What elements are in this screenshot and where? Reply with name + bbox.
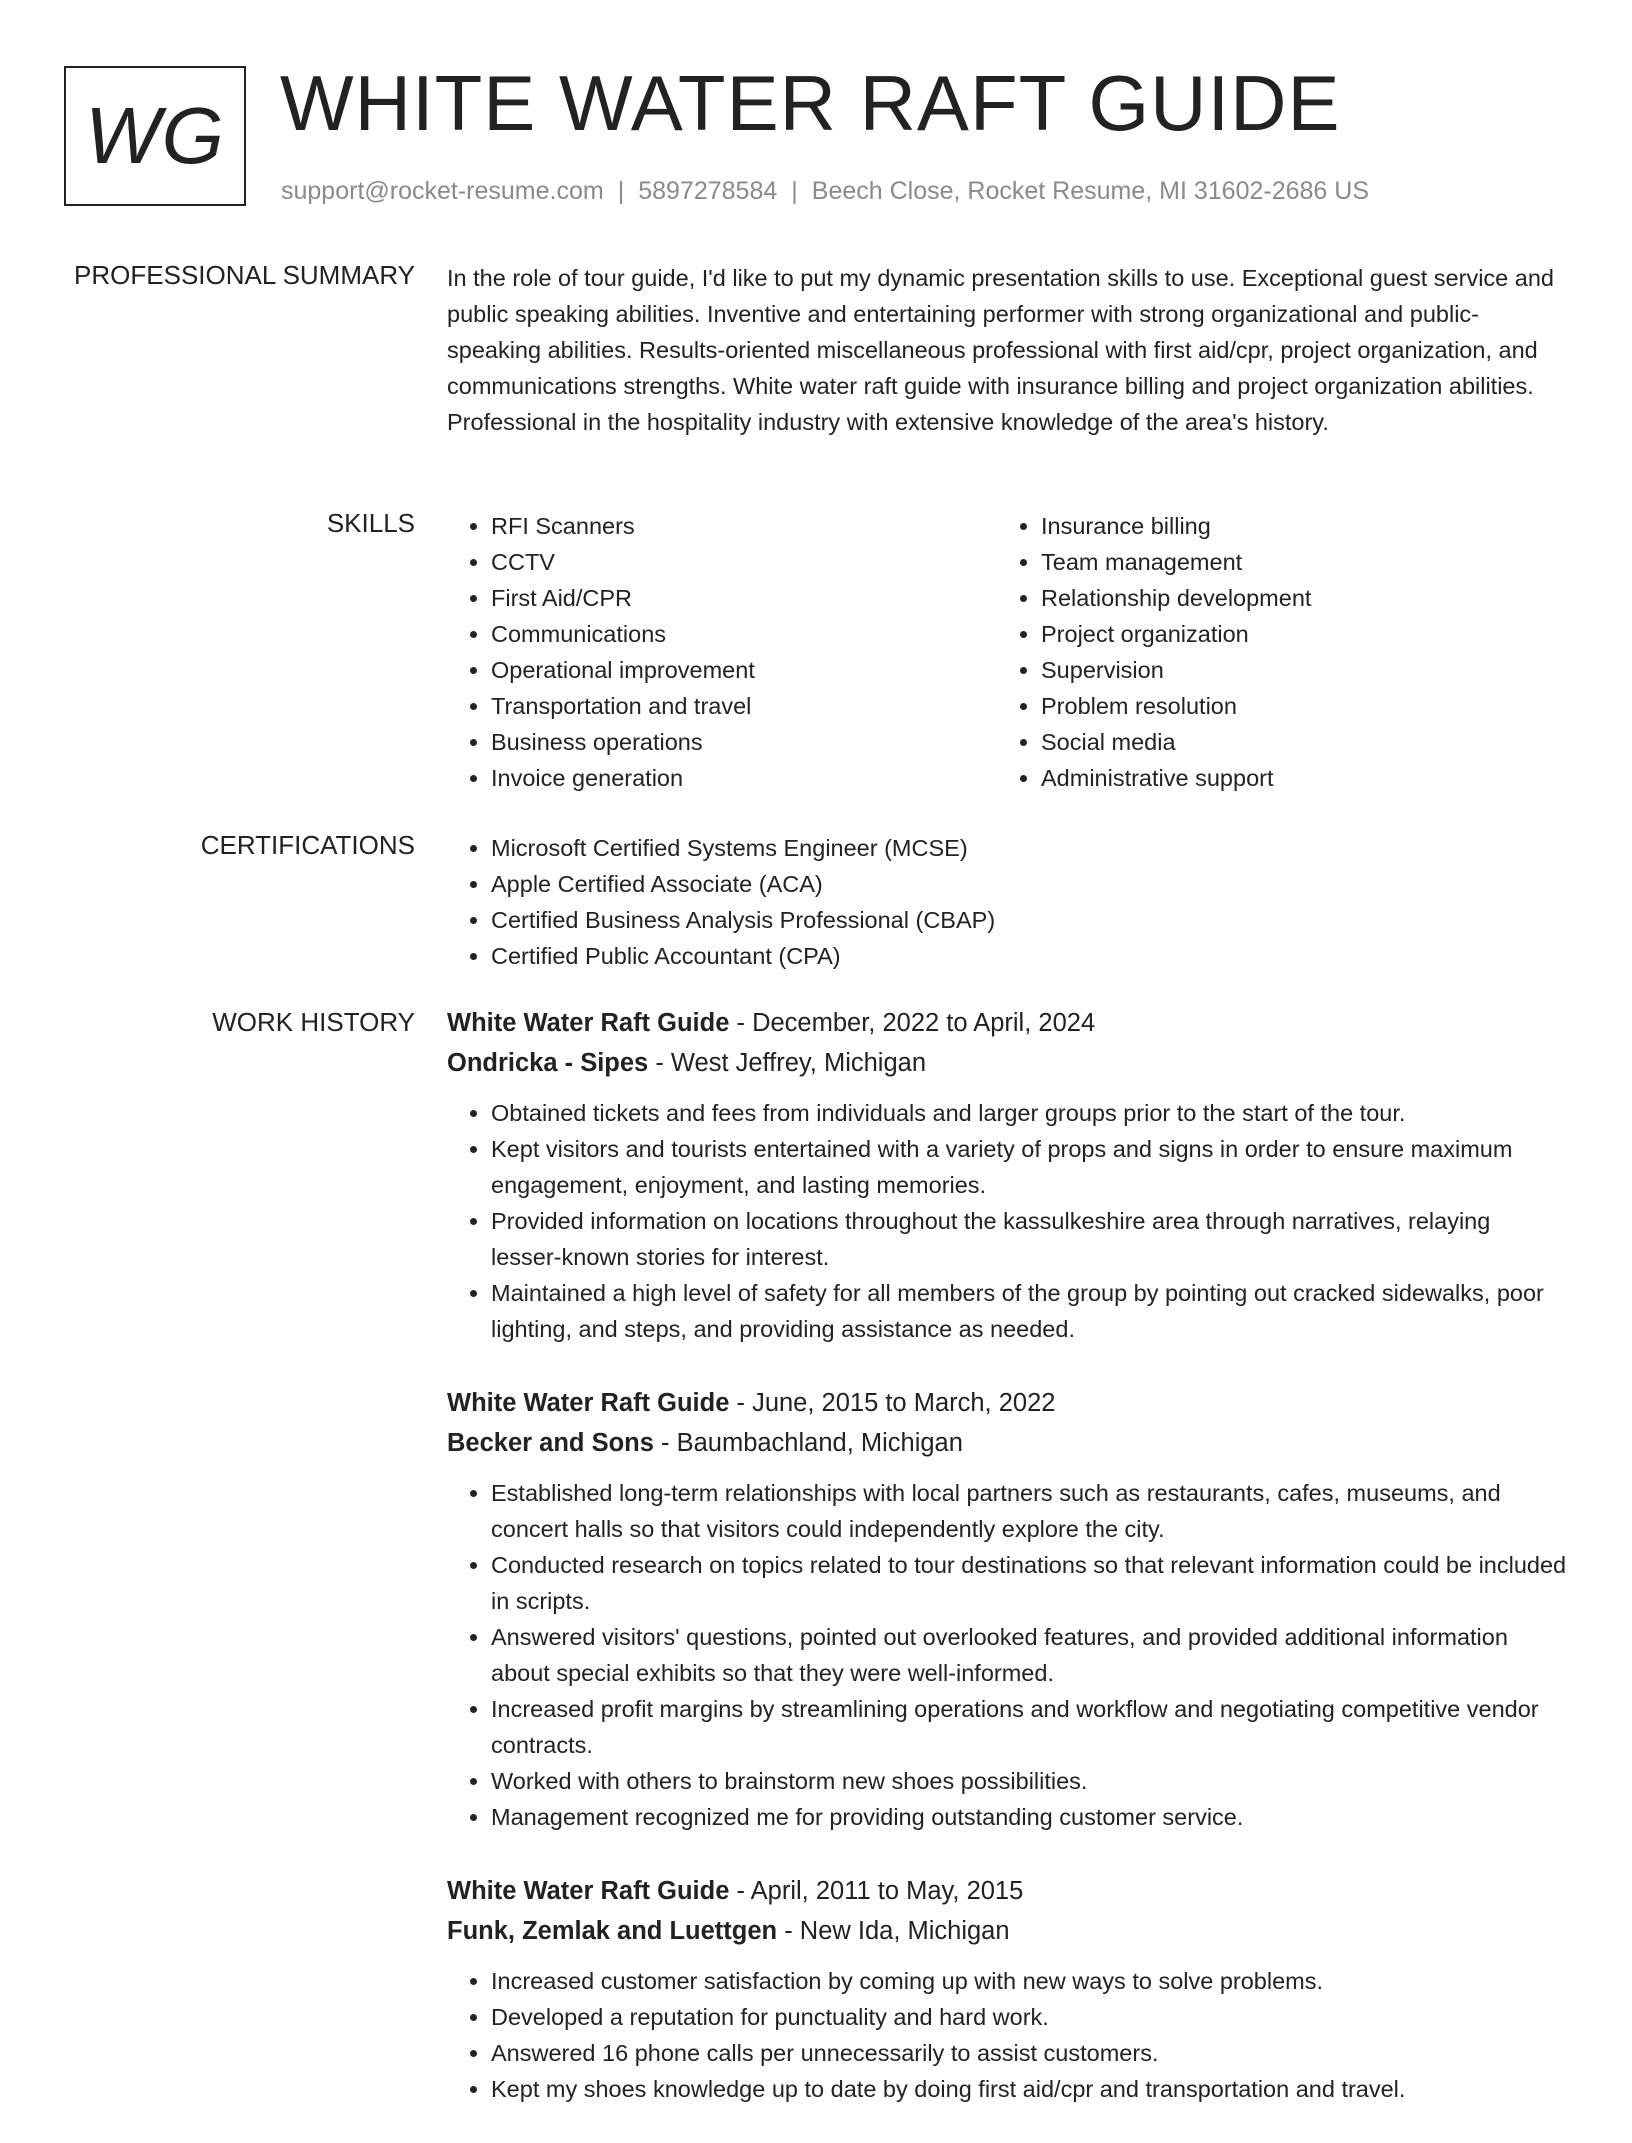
job-company: Becker and Sons — [447, 1429, 654, 1457]
skill-item: • Communications — [491, 616, 997, 652]
job-duty-item: • Obtained tickets and fees from individuals and larger groups prior to the start of the tour. — [491, 1095, 1567, 1131]
skill-item: • Project organization — [1041, 616, 1547, 652]
skills-lists — [447, 508, 1567, 796]
contact-separator: | — [617, 177, 625, 205]
job-dates: - April, 2011 to May, 2015 — [729, 1877, 1024, 1905]
contact-separator: | — [791, 177, 798, 205]
job-company-line — [447, 1911, 1567, 1951]
skill-item: • Operational improvement — [491, 652, 997, 688]
job-company: Funk, Zemlak and Luettgen — [447, 1917, 778, 1945]
page-title: WHITE WATER RAFT GUIDE — [280, 59, 1341, 147]
job-duty-item: • Increased customer satisfaction by coming up with new ways to solve problems. — [491, 1963, 1567, 1999]
job-duty-item: • Established long-term relationships with local partners such as restaurants, cafes, museums, and concert halls so that visitors could independently explore the city. — [491, 1475, 1567, 1547]
job-duty-item: • Conducted research on topics related to tour destinations so that relevant information could be included in scripts. — [491, 1547, 1567, 1619]
job-duty-item: • Worked with others to brainstorm new shoes possibilities. — [491, 1763, 1567, 1799]
contact-phone[interactable]: 5897278584 — [638, 177, 778, 205]
job-duty-item: • Provided information on locations throughout the kassulkeshire area through narratives, relaying lesser-known stories for interest. — [491, 1203, 1567, 1275]
job-duty-item: • Management recognized me for providing outstanding customer service. — [491, 1799, 1567, 1835]
summary-text: In the role of tour guide, I'd like to put my dynamic presentation skills to use. Exceptional guest service and public speaking abilities. Inventive and entertaining performer with strong organizational and public-speaking abilities. Results-oriented miscellaneous professional with first aid/cpr, project organization, and communications strengths. White water raft guide with insurance billing and project organization abilities. Professional in the hospitality industry with extensive knowledge of the area's history. — [447, 265, 1554, 435]
certification-item: • Certified Business Analysis Professional (CBAP) — [491, 902, 1567, 938]
job-duties-list — [447, 1963, 1567, 2107]
skills-column-2 — [997, 508, 1547, 796]
job-duty-item: • Kept my shoes knowledge up to date by doing first aid/cpr and transportation and travel. — [491, 2071, 1567, 2107]
job-dates: - December, 2022 to April, 2024 — [729, 1009, 1096, 1037]
job-location: - Baumbachland, Michigan — [653, 1429, 963, 1457]
monogram-logo: WG — [64, 66, 246, 206]
certification-item: • Apple Certified Associate (ACA) — [491, 866, 1567, 902]
contact-email[interactable]: support@rocket-resume.com — [281, 177, 604, 205]
job-company-line — [447, 1043, 1567, 1083]
work-history-heading: WORK HISTORY — [212, 1007, 415, 1037]
skill-item: • RFI Scanners — [491, 508, 997, 544]
certifications-list-wrap — [447, 830, 1567, 974]
job-company-line — [447, 1423, 1567, 1463]
work-history-jobs — [447, 1003, 1567, 2143]
job-title: White Water Raft Guide — [447, 1877, 730, 1905]
skill-item: • Invoice generation — [491, 760, 997, 796]
skill-item: • Problem resolution — [1041, 688, 1547, 724]
certifications-heading: CERTIFICATIONS — [200, 830, 415, 860]
job-title-line — [447, 1003, 1567, 1043]
job-title-line — [447, 1871, 1567, 1911]
job-duties-list — [447, 1475, 1567, 1835]
job-duty-item: • Increased profit margins by streamlining operations and workflow and negotiating competitive vendor contracts. — [491, 1691, 1567, 1763]
job-duty-item: • Maintained a high level of safety for all members of the group by pointing out cracked sidewalks, poor lighting, and steps, and providing assistance as needed. — [491, 1275, 1567, 1347]
job-location: - West Jeffrey, Michigan — [648, 1049, 927, 1077]
job-duty-item: • Answered visitors' questions, pointed out overlooked features, and provided additional information about special exhibits so that they were well-informed. — [491, 1619, 1567, 1691]
contact-line — [281, 175, 1369, 207]
skill-item: • Supervision — [1041, 652, 1547, 688]
job-entry — [447, 1871, 1567, 2107]
skill-item: • Transportation and travel — [491, 688, 997, 724]
skill-item: • First Aid/CPR — [491, 580, 997, 616]
job-title: White Water Raft Guide — [447, 1389, 730, 1417]
job-duty-item: • Answered 16 phone calls per unnecessarily to assist customers. — [491, 2035, 1567, 2071]
skill-item: • Social media — [1041, 724, 1547, 760]
job-dates: - June, 2015 to March, 2022 — [729, 1389, 1056, 1417]
skills-column-1 — [447, 508, 997, 796]
skill-item: • Team management — [1041, 544, 1547, 580]
contact-address: Beech Close, Rocket Resume, MI 31602-2686 US — [811, 177, 1369, 205]
job-company: Ondricka - Sipes — [447, 1049, 649, 1077]
job-duty-item: • Kept visitors and tourists entertained with a variety of props and signs in order to ensure maximum engagement, enjoyment, and lasting memories. — [491, 1131, 1567, 1203]
skill-item: • Relationship development — [1041, 580, 1547, 616]
job-location: - New Ida, Michigan — [777, 1917, 1010, 1945]
certification-item: • Microsoft Certified Systems Engineer (MCSE) — [491, 830, 1567, 866]
certifications-list — [447, 830, 1567, 974]
skill-item: • Insurance billing — [1041, 508, 1547, 544]
skills-heading: SKILLS — [326, 508, 415, 538]
job-entry — [447, 1383, 1567, 1835]
job-duty-item: • Developed a reputation for punctuality and hard work. — [491, 1999, 1567, 2035]
job-title-line — [447, 1383, 1567, 1423]
skill-item: • CCTV — [491, 544, 997, 580]
summary-heading: PROFESSIONAL SUMMARY — [74, 260, 415, 290]
certification-item: • Certified Public Accountant (CPA) — [491, 938, 1567, 974]
skill-item: • Business operations — [491, 724, 997, 760]
job-entry — [447, 1003, 1567, 1347]
job-title: White Water Raft Guide — [447, 1009, 730, 1037]
skill-item: • Administrative support — [1041, 760, 1547, 796]
job-duties-list — [447, 1095, 1567, 1347]
